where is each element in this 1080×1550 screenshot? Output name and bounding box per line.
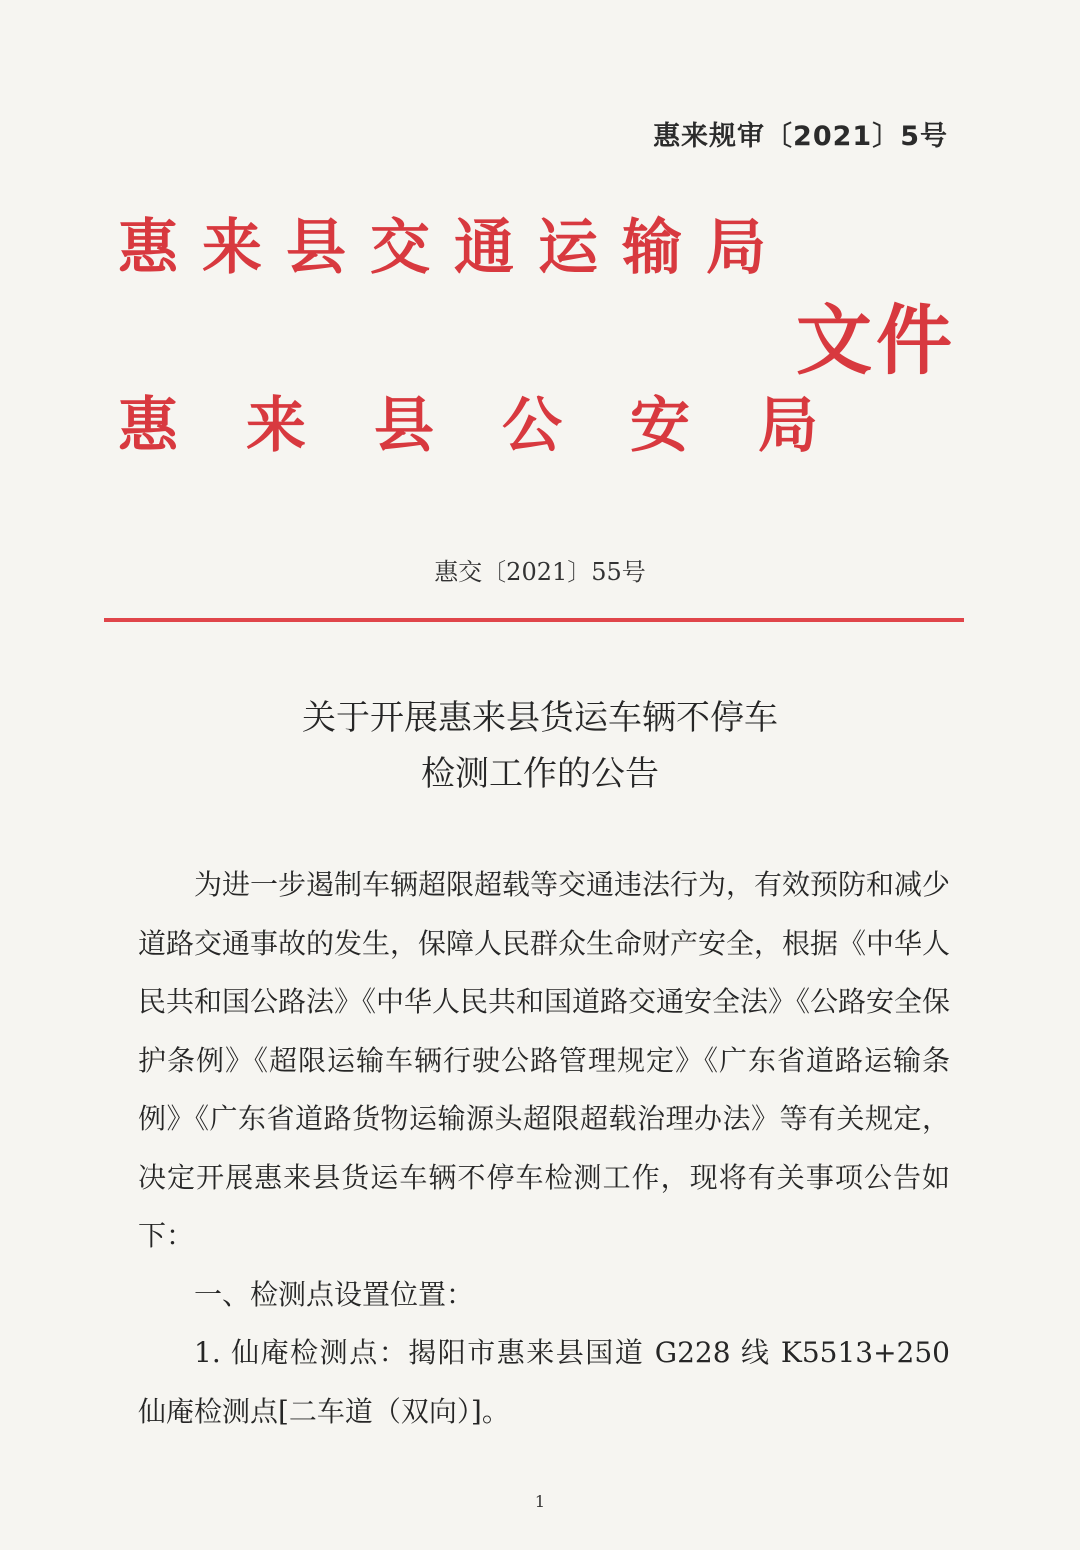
body-paragraph-intro: 为进一步遏制车辆超限超载等交通违法行为，有效预防和减少道路交通事故的发生，保障人民群众生命财产安全，根据《中华人民共和国公路法》《中华人民共和国道路交通安全法》《公路安全保护条例》《超限运输车辆行驶公路管理规定》《广东省道路运输条例》《广东省道路货物运输源头超限超载治理办法》等有关规定，决定开展惠来县货运车辆不停车检测工作，现将有关事项公告如下： — [138, 868, 951, 1252]
org-name-police-bureau: 惠来县公安局 — [118, 391, 886, 461]
announcement-title — [0, 690, 1080, 802]
location-item-xianan: 1. 仙庵检测点：揭阳市惠来县国道 G228 线 K5513+250 仙庵检测点[二车道（双向）]。 — [138, 1336, 950, 1428]
title-line-1: 关于开展惠来县货运车辆不停车 — [302, 698, 778, 738]
org-name-transport-bureau: 惠来县交通运输局 — [118, 213, 790, 283]
doc-type-label: 文件 — [796, 296, 956, 385]
file-number: 惠交〔2021〕55号 — [434, 558, 646, 586]
doc-code: 惠来规审〔2021〕5号 — [653, 121, 948, 152]
red-divider-rule — [104, 618, 964, 622]
announcement-body — [138, 856, 950, 1441]
page-number: 1 — [534, 1492, 546, 1511]
section-heading-locations: 一、检测点设置位置： — [194, 1277, 475, 1311]
title-line-2: 检测工作的公告 — [421, 754, 659, 794]
